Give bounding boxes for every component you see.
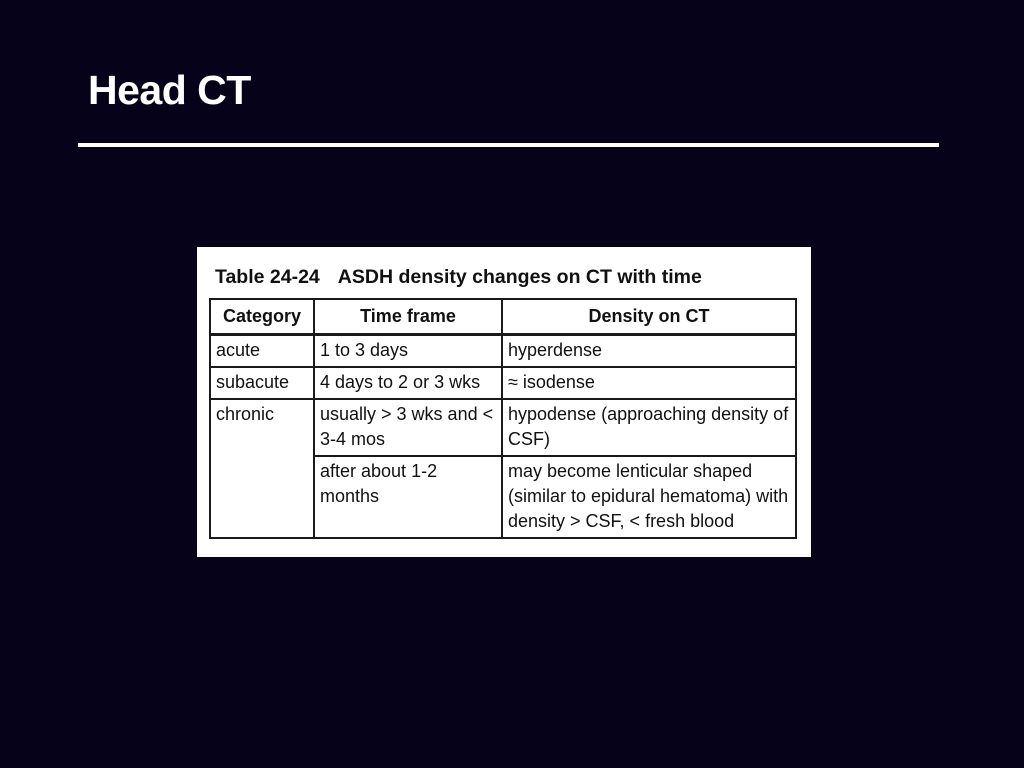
slide-title: Head CT [88,67,251,113]
title-divider [78,143,939,147]
header-category: Category [210,299,314,335]
time-frame-cell: usually > 3 wks and < 3-4 mos [314,399,502,456]
table-caption [215,264,702,290]
density-cell: ≈ isodense [502,367,796,399]
header-density: Density on CT [502,299,796,335]
category-cell: acute [210,335,314,368]
density-cell: may become lenticular shaped (similar to epidural hematoma) with density > CSF, < fresh blood [502,456,796,538]
table-row [210,335,796,368]
table-header-row [210,299,796,335]
header-time-frame: Time frame [314,299,502,335]
table-row [210,367,796,399]
time-frame-cell: 1 to 3 days [314,335,502,368]
table-caption-title: ASDH density changes on CT with time [337,266,702,288]
density-table [209,298,797,539]
category-cell: subacute [210,367,314,399]
density-cell: hyperdense [502,335,796,368]
density-cell: hypodense (approaching density of CSF) [502,399,796,456]
time-frame-cell: after about 1-2 months [314,456,502,538]
time-frame-cell: 4 days to 2 or 3 wks [314,367,502,399]
table-figure [197,247,811,557]
table-caption-number: Table 24-24 [215,266,320,288]
table-row [210,399,796,456]
category-cell: chronic [210,399,314,538]
